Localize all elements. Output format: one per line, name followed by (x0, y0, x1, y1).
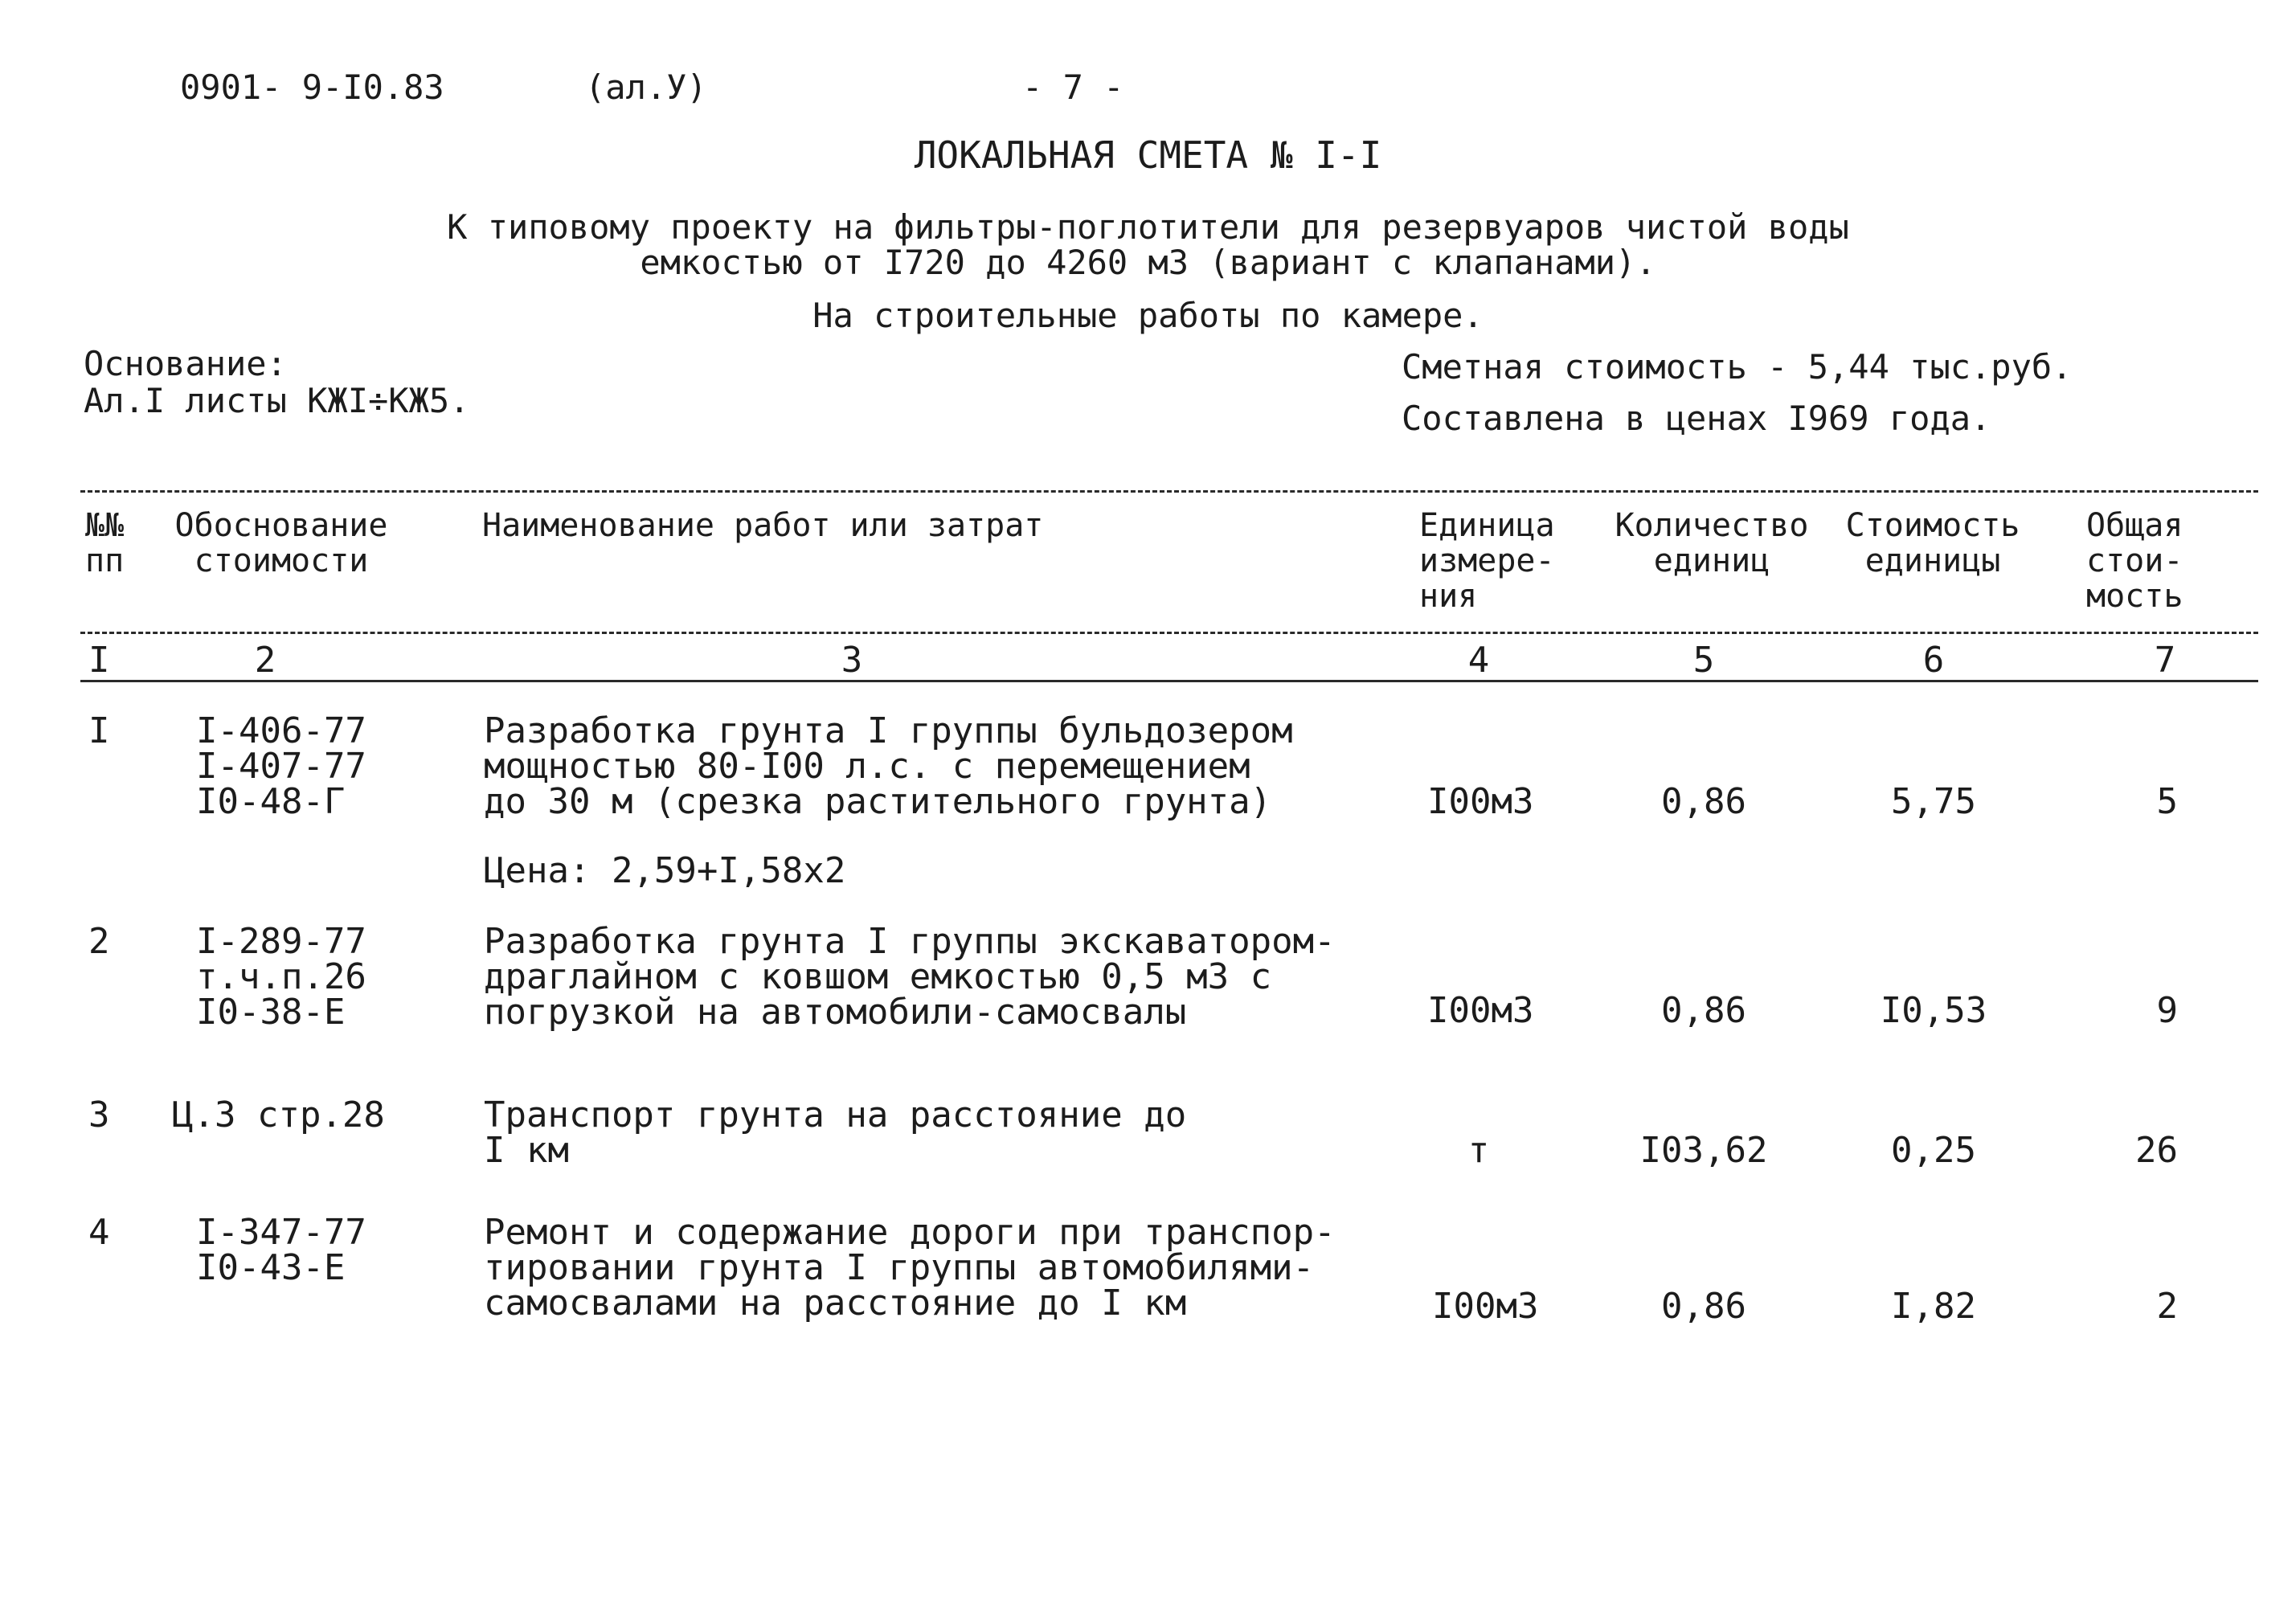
subtitle-line-1: К типовому проекту на фильтры-поглотители для резервуаров чистой воды (447, 207, 1849, 247)
column-number: I (88, 640, 110, 681)
column-number: 7 (2154, 640, 2176, 681)
row-total: 26 (2135, 1130, 2178, 1171)
row-total: 9 (2156, 990, 2178, 1031)
basis-label: Основание: (84, 344, 287, 383)
row-basis: I-406-77 I-407-77 I0-48-Г (196, 710, 366, 822)
row-name: Транспорт грунта на расстояние до I км (484, 1095, 1187, 1171)
page-number: - 7 - (1022, 68, 1124, 107)
row-name: Разработка грунта I группы бульдозером мощностью 80-I00 л.с. с перемещением до 30 м (срезка растительного грунта) (484, 710, 1293, 822)
header-basis: Обоснование стоимости (174, 507, 388, 579)
row-basis: Ц.3 стр.28 (172, 1095, 385, 1135)
row-number: 4 (88, 1212, 110, 1253)
column-number: 6 (1922, 640, 1945, 681)
column-number: 5 (1692, 640, 1715, 681)
column-number: 4 (1467, 640, 1490, 681)
row-name: Ремонт и содержание дороги при транспор- тировании грунта I группы автомобилями- самосвалами на расстояние до I км (484, 1212, 1336, 1324)
header-unit-cost: Стоимость единицы (1845, 507, 2020, 579)
row-unit-cost: I0,53 (1880, 990, 1987, 1031)
row-total: 5 (2156, 781, 2178, 822)
row-qty: I03,62 (1639, 1130, 1768, 1171)
row-qty: 0,86 (1661, 990, 1746, 1031)
page-title: ЛОКАЛЬНАЯ СМЕТА № I-I (914, 133, 1382, 177)
row-unit-cost: I,82 (1891, 1286, 1976, 1327)
header-name: Наименование работ или затрат (482, 507, 1044, 544)
row-unit: I00м3 (1427, 781, 1534, 822)
work-purpose: На строительные работы по камере. (812, 296, 1484, 335)
row-qty: 0,86 (1661, 1286, 1746, 1327)
header-qty: Количество единиц (1615, 507, 1809, 579)
row-basis: I-289-77 т.ч.п.26 I0-38-Е (196, 921, 366, 1033)
table-top-rule (80, 490, 2258, 493)
row-name: Разработка грунта I группы экскаватором- драглайном с ковшом емкостью 0,5 м3 с погрузкой на автомобили-самосвалы (484, 921, 1336, 1033)
row-price-note: Цена: 2,59+I,58х2 (484, 850, 846, 891)
row-number: 3 (88, 1095, 110, 1135)
row-unit: I00м3 (1427, 990, 1534, 1031)
header-total: Общая стои- мость (2086, 507, 2183, 615)
row-unit-cost: 5,75 (1891, 781, 1976, 822)
document-code: 0901- 9-I0.83 (180, 68, 444, 107)
basis-value: Ал.I листы КЖI÷КЖ5. (84, 381, 470, 420)
row-basis: I-347-77 I0-43-Е (196, 1212, 366, 1288)
header-bottom-rule (80, 632, 2258, 634)
header-unit: Единица измере- ния (1419, 507, 1555, 615)
subtitle-line-2: емкостью от I720 до 4260 м3 (вариант с клапанами). (640, 243, 1656, 282)
row-total: 2 (2156, 1286, 2178, 1327)
row-unit-cost: 0,25 (1891, 1130, 1976, 1171)
column-number: 2 (254, 640, 276, 681)
estimated-cost: Сметная стоимость - 5,44 тыс.руб. (1402, 347, 2073, 387)
album-reference: (ал.У) (585, 68, 707, 107)
row-number: I (88, 710, 110, 751)
row-unit: т (1467, 1130, 1490, 1171)
row-qty: 0,86 (1661, 781, 1746, 822)
header-no: №№ пп (85, 507, 125, 579)
row-number: 2 (88, 921, 110, 962)
prices-year: Составлена в ценах I969 года. (1402, 399, 1991, 438)
row-unit: I00м3 (1432, 1286, 1539, 1327)
column-number: 3 (841, 640, 863, 681)
